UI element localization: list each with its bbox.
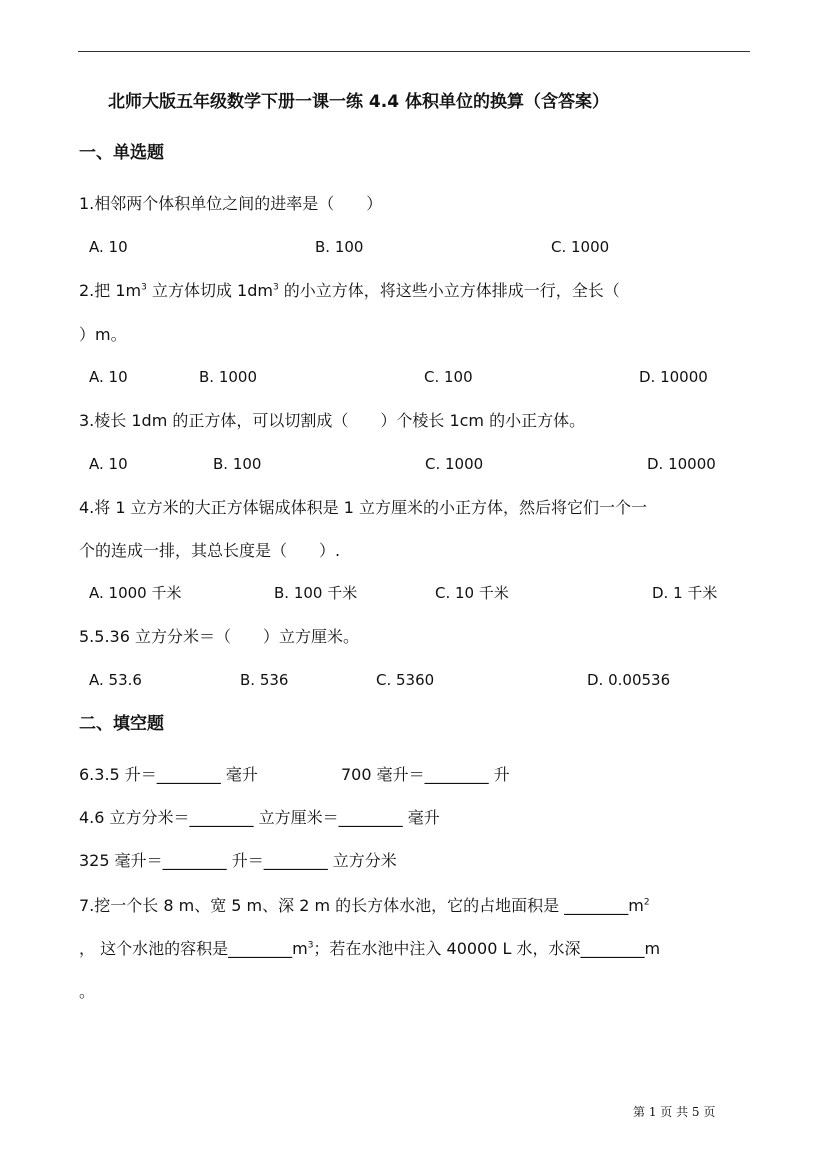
q2-option-a: A. 10 [89,368,128,386]
question-2-line-1 [79,283,620,299]
q7-line-2-part-b: ；若在水池中注入 40000 L 水，水深________m [313,939,661,958]
q7-superscript-1: 2 [643,897,650,908]
question-6-line-2: 4.6 立方分米＝________ 立方厘米＝________ 毫升 [79,808,440,827]
question-3: 3.棱长 1dm 的正方体，可以切割成（ ）个棱长 1cm 的小正方体。 [79,411,586,430]
section-heading-fill-blank: 二、填空题 [79,714,164,734]
q4-option-b: B. 100 千米 [274,584,358,602]
question-7-line-3: 。 [79,982,96,1001]
q2-superscript-2: 3 [272,282,279,293]
q7-superscript-2: 3 [307,940,314,951]
q1-option-c: C. 1000 [551,238,610,256]
q5-option-b: B. 536 [240,671,289,689]
q1-option-a: A. 10 [89,238,128,256]
q7-line-1-text: 7.挖一个长 8 m、宽 5 m、深 2 m 的长方体水池，它的占地面积是 ________m [79,896,644,915]
question-1: 1.相邻两个体积单位之间的进率是（ ） [79,194,383,213]
q4-option-a: A. 1000 千米 [89,584,182,602]
q4-option-c: C. 10 千米 [435,584,509,602]
q3-option-d: D. 10000 [647,455,716,473]
q7-line-2-part-a: ， 这个水池的容积是________m [79,939,308,958]
question-6-line-3: 325 毫升＝________ 升＝________ 立方分米 [79,851,397,870]
q2-option-c: C. 100 [424,368,473,386]
q2-part-3: 的小立方体，将这些小立方体排成一行，全长（ [278,281,620,300]
q5-option-c: C. 5360 [376,671,435,689]
q2-part-2: 立方体切成 1dm [146,281,273,300]
q2-option-d: D. 10000 [639,368,708,386]
header-rule [78,51,750,52]
q1-option-b: B. 100 [315,238,364,256]
page-footer: 第 1 页 共 5 页 [633,1105,716,1119]
q5-option-a: A. 53.6 [89,671,142,689]
question-2-line-2: ）m。 [79,325,127,344]
q3-option-b: B. 100 [213,455,262,473]
question-7-line-2 [79,941,660,957]
question-6-part-b: 700 毫升＝________ 升 [341,765,510,784]
q2-superscript-1: 3 [141,282,147,293]
section-heading-single-choice: 一、单选题 [79,143,164,163]
q2-part-1: 2.把 1m [79,281,142,300]
question-4-line-2: 个的连成一排，其总长度是（ ）. [79,541,341,560]
q3-option-a: A. 10 [89,455,128,473]
question-7-line-1 [79,898,650,914]
q4-option-d: D. 1 千米 [652,584,718,602]
q5-option-d: D. 0.00536 [587,671,671,689]
q2-option-b: B. 1000 [199,368,258,386]
q3-option-c: C. 1000 [425,455,484,473]
question-5: 5.5.36 立方分米＝（ ）立方厘米。 [79,627,359,646]
question-4-line-1: 4.将 1 立方米的大正方体锯成体积是 1 立方厘米的小正方体，然后将它们一个一 [79,498,647,517]
page-title: 北师大版五年级数学下册一课一练 4.4 体积单位的换算（含答案） [108,92,609,112]
question-6-part-a: 6.3.5 升＝________ 毫升 [79,765,258,784]
